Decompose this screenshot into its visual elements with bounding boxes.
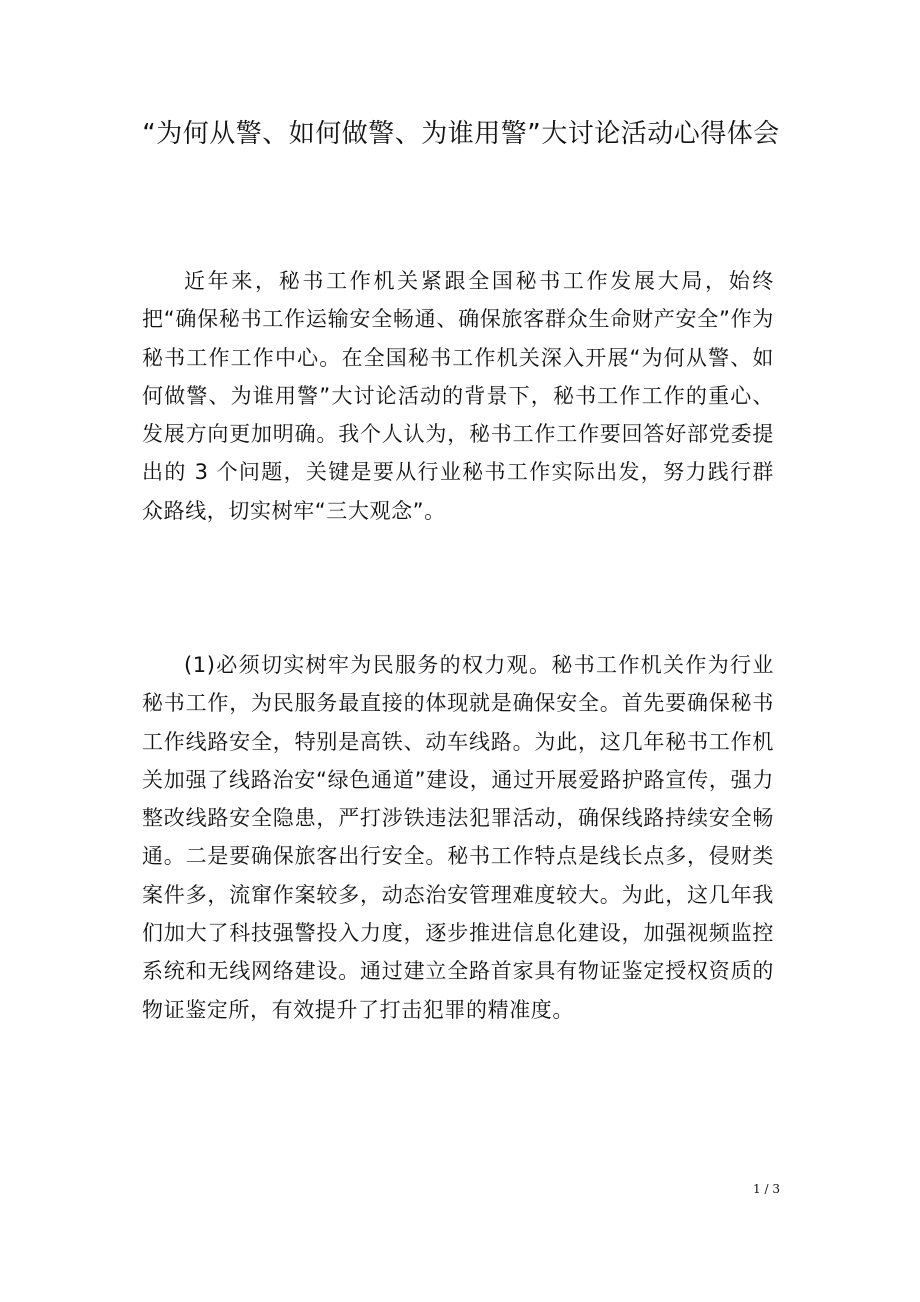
document-title: “为何从警、如何做警、为谁用警”大讨论活动心得体会 <box>142 119 780 149</box>
page-number: 1 / 3 <box>753 1182 780 1196</box>
body-paragraph-1: 近年来，秘书工作机关紧跟全国秘书工作发展大局，始终把“确保秘书工作运输安全畅通、确保旅客群众生命财产安全”作为秘书工作工作中心。在全国秘书工作机关深入开展“为何从警、如何做警、为谁用警”大讨论活动的背景下，秘书工作工作的重心、发展方向更加明确。我个人认为，秘书工作工作要回答好部党委提出的 3 个问题，关键是要从行业秘书工作实际出发，努力践行群众路线，切实树牢“三大观念”。 <box>142 269 774 523</box>
body-paragraph-2: (1)必须切实树牢为民服务的权力观。秘书工作机关作为行业秘书工作，为民服务最直接的体现就是确保安全。首先要确保秘书工作线路安全，特别是高铁、动车线路。为此，这几年秘书工作机关加强了线路治安“绿色通道”建设，通过开展爱路护路宣传，强力整改线路安全隐患，严打涉铁违法犯罪活动，确保线路持续安全畅通。二是要确保旅客出行安全。秘书工作特点是线长点多，侵财类案件多，流窜作案较多，动态治安管理难度较大。为此，这几年我们加大了科技强警投入力度，逐步推进信息化建设，加强视频监控系统和无线网络建设。通过建立全路首家具有物证鉴定授权资质的物证鉴定所，有效提升了打击犯罪的精准度。 <box>142 653 774 1022</box>
